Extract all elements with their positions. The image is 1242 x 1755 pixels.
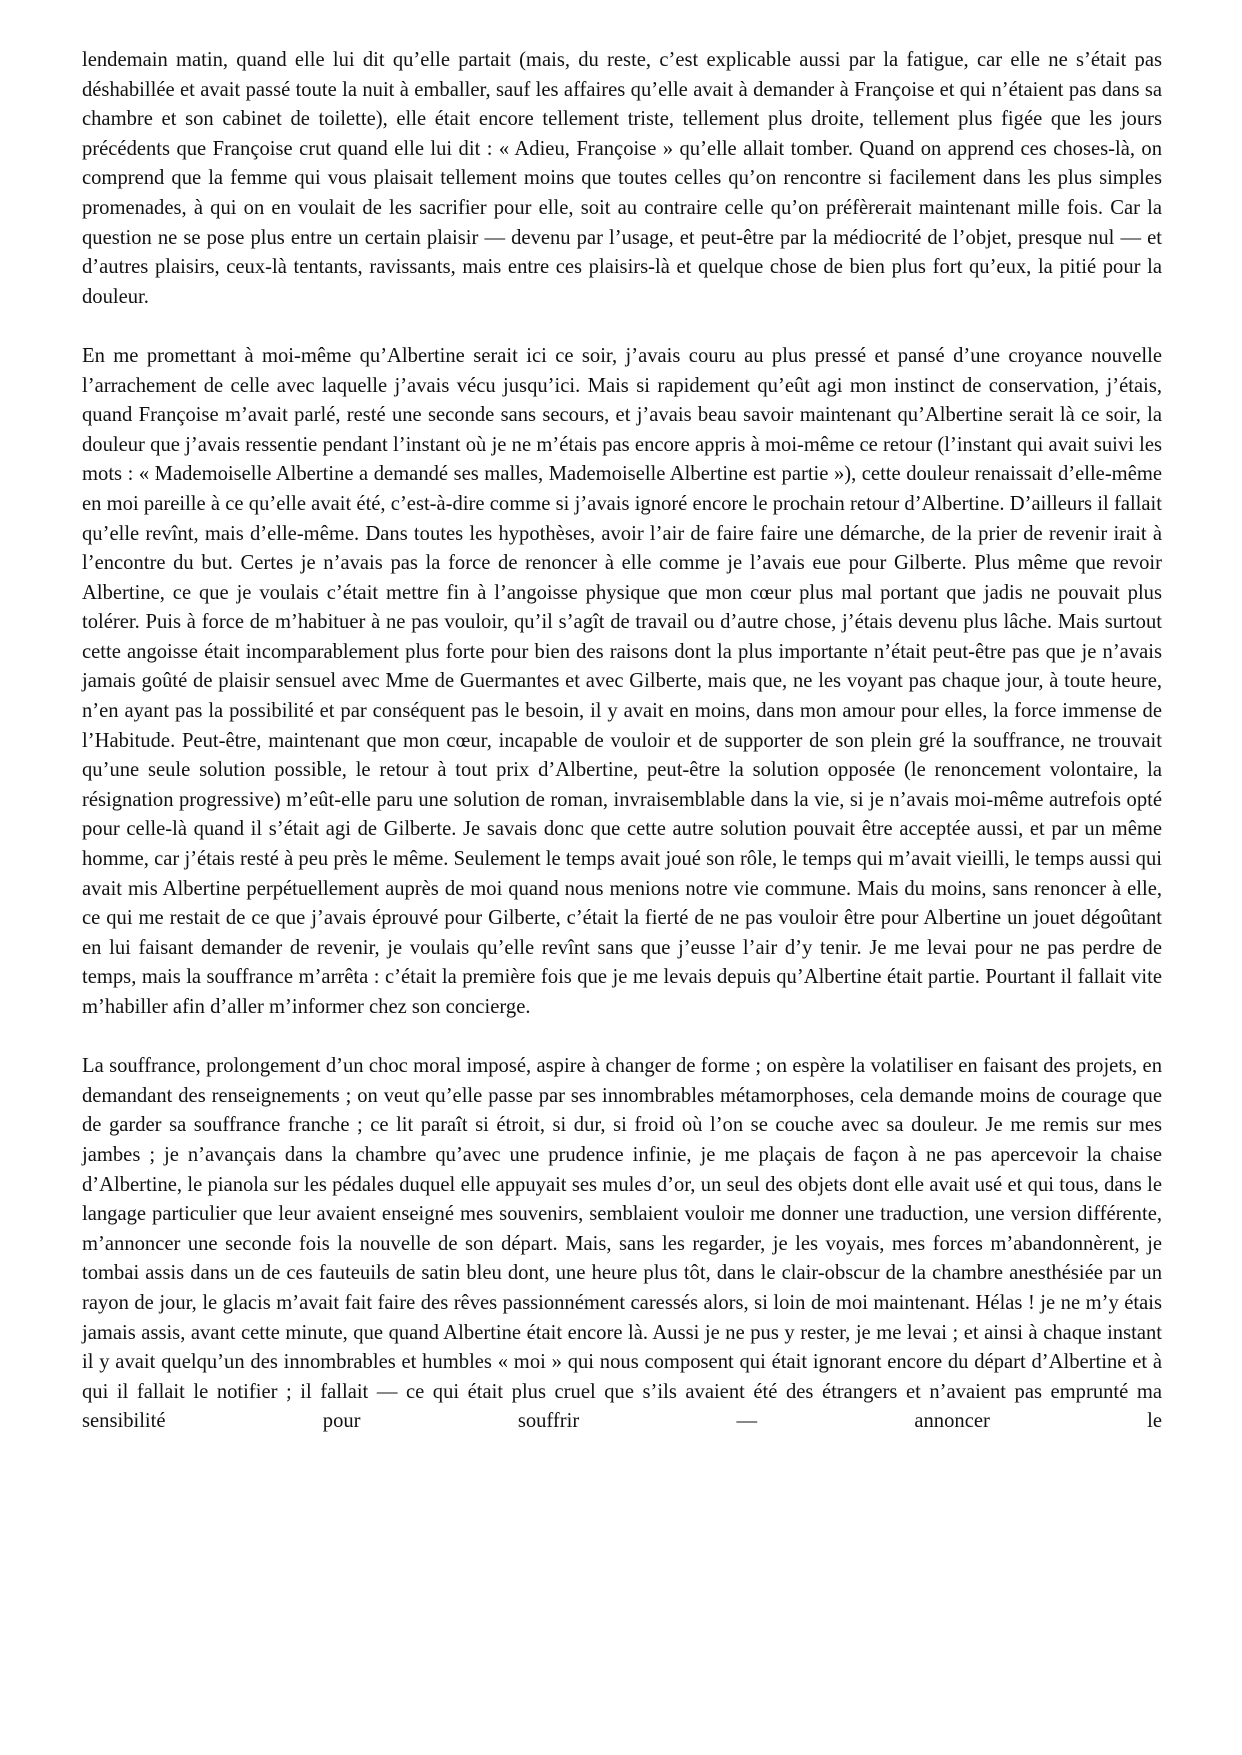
paragraph-3: La souffrance, prolongement d’un choc moral imposé, aspire à changer de forme ; on espère la volatiliser en faisant des projets, en demandant des renseignements ; on veut qu’elle passe par ses innombrables métamorphoses, cela demande moins de courage que de garder sa souffrance franche ; ce lit paraît si étroit, si dur, si froid où l’on se couche avec sa douleur. Je me remis sur mes jambes ; je n’avançais dans la chambre qu’avec une prudence infinie, je me plaçais de façon à ne pas apercevoir la chaise d’Albertine, le pianola sur les pédales duquel elle appuyait ses mules d’or, un seul des objets dont elle avait usé et qui tous, dans le langage particulier que leur avaient enseigné mes souvenirs, semblaient vouloir me donner une traduction, une version différente, m’annoncer une seconde fois la nouvelle de son départ. Mais, sans les regarder, je les voyais, mes forces m’abandonnèrent, je tombai assis dans un de ces fauteuils de satin bleu dont, une heure plus tôt, dans le clair-obscur de la chambre anesthésiée par un rayon de jour, le glacis m’avait fait faire des rêves passionnément caressés alors, si loin de moi maintenant. Hélas ! je ne m’y étais jamais assis, avant cette minute, que quand Albertine était encore là. Aussi je ne pus y rester, je me levai ; et ainsi à chaque instant il y avait quelqu’un des innombrables et humbles « moi » qui nous composent qui était ignorant encore du départ d’Albertine et à qui il fallait le notifier ; il fallait — ce qui était plus cruel que s’ils avaient été des étrangers et n’avaient pas emprunté ma sensibilité pour souffrir — annoncer le	[82, 1055, 1162, 1433]
paragraph-1: lendemain matin, quand elle lui dit qu’elle partait (mais, du reste, c’est explicable aussi par la fatigue, car elle ne s’était pas déshabillée et avait passé toute la nuit à emballer, sauf les affaires qu’elle avait à demander à Françoise et qui n’étaient pas dans sa chambre et son cabinet de toilette), elle était encore tellement triste, tellement plus droite, tellement plus figée que les jours précédents que Françoise crut quand elle lui dit : « Adieu, Françoise » qu’elle allait tomber. Quand on apprend ces choses-là, on comprend que la femme qui vous plaisait tellement moins que toutes celles qu’on rencontre si facilement dans les plus simples promenades, à qui on en voulait de les sacrifier pour elle, soit au contraire celle qu’on préfèrerait maintenant mille fois. Car la question ne se pose plus entre un certain plaisir — devenu par l’usage, et peut-être par la médiocrité de l’objet, presque nul — et d’autres plaisirs, ceux-là tentants, ravissants, mais entre ces plaisirs-là et quelque chose de bien plus fort qu’eux, la pitié pour la douleur.	[82, 49, 1162, 308]
paragraph-2: En me promettant à moi-même qu’Albertine serait ici ce soir, j’avais couru au plus pressé et pansé d’une croyance nouvelle l’arrachement de celle avec laquelle j’avais vécu jusqu’ici. Mais si rapidement qu’eût agi mon instinct de conservation, j’étais, quand Françoise m’avait parlé, resté une seconde sans secours, et j’avais beau savoir maintenant qu’Albertine serait là ce soir, la douleur que j’avais ressentie pendant l’instant où je ne m’étais pas encore appris à moi-même ce retour (l’instant qui avait suivi les mots : « Mademoiselle Albertine a demandé ses malles, Mademoiselle Albertine est partie »), cette douleur renaissait d’elle-même en moi pareille à ce qu’elle avait été, c’est-à-dire comme si j’avais ignoré encore le prochain retour d’Albertine. D’ailleurs il fallait qu’elle revînt, mais d’elle-même. Dans toutes les hypothèses, avoir l’air de faire faire une démarche, de la prier de revenir irait à l’encontre du but. Certes je n’avais pas la force de renoncer à elle comme je l’avais eue pour Gilberte. Plus même que revoir Albertine, ce que je voulais c’était mettre fin à l’angoisse physique que mon cœur plus mal portant que jadis ne pouvait plus tolérer. Puis à force de m’habituer à ne pas vouloir, qu’il s’agît de travail ou d’autre chose, j’étais devenu plus lâche. Mais surtout cette angoisse était incomparablement plus forte pour bien des raisons dont la plus importante n’était peut-être pas que je n’avais jamais goûté de plaisir sensuel avec Mme de Guermantes et avec Gilberte, mais que, ne les voyant pas chaque jour, à toute heure, n’en ayant pas la possibilité et par conséquent pas le besoin, il y avait en moins, dans mon amour pour elles, la force immense de l’Habitude. Peut-être, maintenant que mon cœur, incapable de vouloir et de supporter de son plein gré la souffrance, ne trouvait qu’une seule solution possible, le retour à tout prix d’Albertine, peut-être la solution opposée (le renoncement volontaire, la résignation progressive) m’eût-elle paru une solution de roman, invraisemblable dans la vie, si je n’avais moi-même autrefois opté pour celle-là quand il s’était agi de Gilberte. Je savais donc que cette autre solution pouvait être acceptée aussi, et par un même homme, car j’étais resté à peu près le même. Seulement le temps avait joué son rôle, le temps qui m’avait vieilli, le temps aussi qui avait mis Albertine perpétuellement auprès de moi quand nous menions notre vie commune. Mais du moins, sans renoncer à elle, ce qui me restait de ce que j’avais éprouvé pour Gilberte, c’était la fierté de ne pas vouloir être pour Albertine un jouet dégoûtant en lui faisant demander de revenir, je voulais qu’elle revînt sans que j’eusse l’air d’y tenir. Je me levai pour ne pas perdre de temps, mais la souffrance m’arrêta : c’était la première fois que je me levais depuis qu’Albertine était partie. Pourtant il fallait vite m’habiller afin d’aller m’informer chez son concierge.	[82, 344, 1162, 1018]
document-page	[82, 46, 1162, 1437]
